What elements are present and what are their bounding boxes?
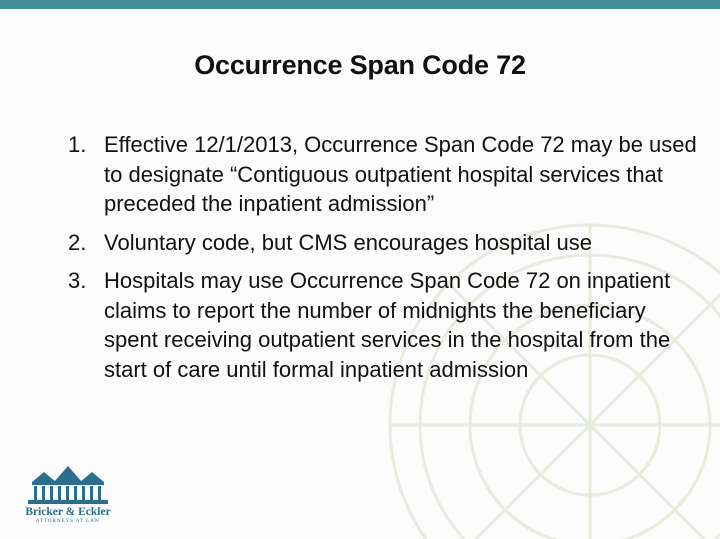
bullet-list: [68, 130, 698, 393]
list-item-number: 1.: [68, 132, 87, 157]
list-item-number: 2.: [68, 229, 87, 255]
list-item-text: Effective 12/1/2013, Occurrence Span Code 72 may be used to designate “Contiguous outpatient hospital services that preceded the inpatient admission”: [104, 132, 697, 216]
list-item: [68, 228, 698, 258]
list-item: [68, 266, 698, 384]
logo-tagline: ATTORNEYS AT LAW: [35, 519, 101, 524]
top-accent-bar: [0, 0, 720, 9]
company-logo: [24, 462, 112, 528]
list-item-number: 3.: [68, 268, 87, 293]
logo-name: Bricker & Eckler: [25, 506, 111, 518]
list-item-text: Voluntary code, but CMS encourages hospital use: [104, 229, 592, 255]
slide-title: Occurrence Span Code 72: [194, 50, 526, 80]
list-item: [68, 130, 698, 219]
list-item-text: Hospitals may use Occurrence Span Code 72 on inpatient claims to report the number of midnights the beneficiary spent receiving outpatient services in the hospital from the start of care until formal inpatient admission: [104, 268, 671, 382]
building-logo-icon: [24, 462, 112, 506]
